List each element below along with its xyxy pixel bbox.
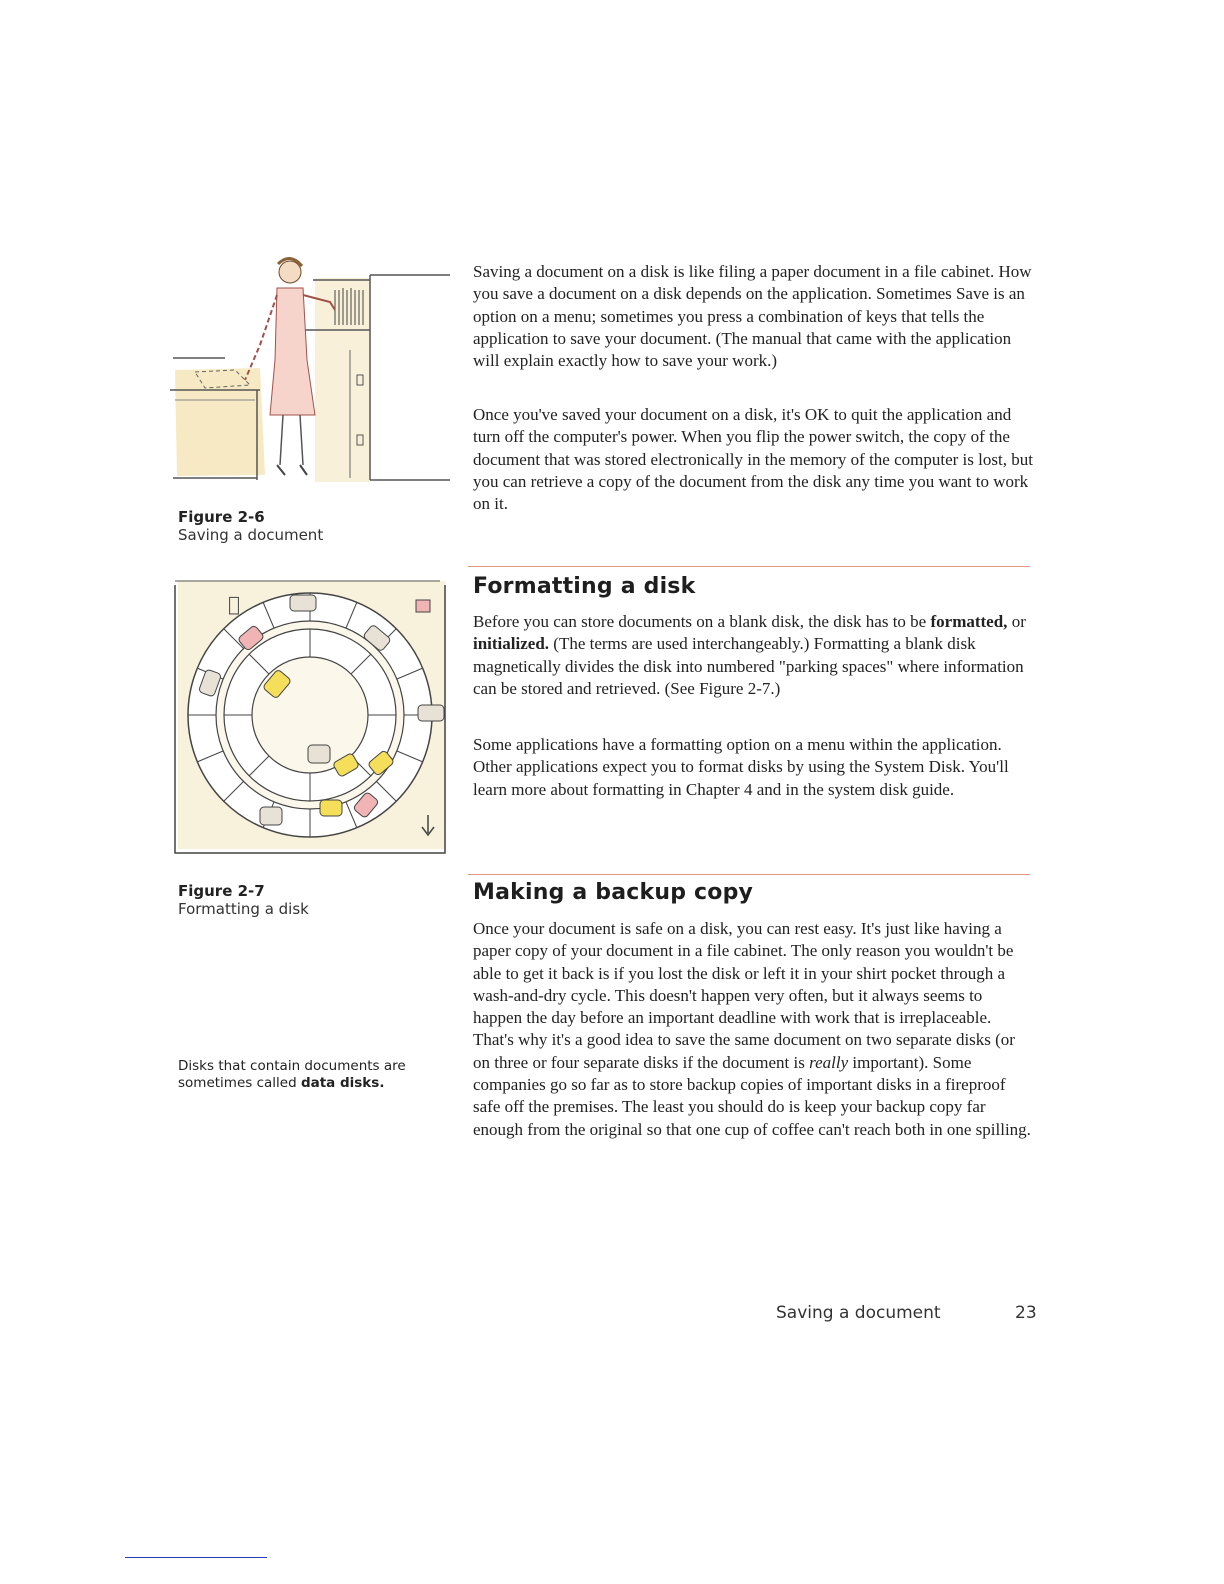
bottom-link-line xyxy=(125,1557,267,1558)
side-note: Disks that contain documents are sometimes called data disks. xyxy=(178,1058,406,1091)
page-number: 23 xyxy=(1015,1303,1037,1323)
backup-heading: Making a backup copy xyxy=(473,880,754,905)
formatting-paragraph-2: Some applications have a formatting option on a menu within the application. Other applications expect you to format disks by using the System Disk. You'll learn more about formatting in Chapter 4 and in the system disk guide. xyxy=(473,735,1009,799)
formatting-heading: Formatting a disk xyxy=(473,574,696,599)
figure-2-7-subtitle: Formatting a disk xyxy=(178,900,309,918)
formatting-paragraph-1: Before you can store documents on a blank disk, the disk has to be formatted, or initialized. (The terms are used interchangeably.) Formatting a blank disk magnetically divides the disk into numbered "parking spaces" where information can be stored and retrieved. (See Figure 2-7.) xyxy=(473,612,1026,698)
intro-paragraph-1: Saving a document on a disk is like filing a paper document in a file cabinet. How you save a document on a disk depends on the application. Sometimes Save is an option on a menu; sometimes you press a combination of keys that tells the application to save your document. (The manual that came with the application will explain exactly how to save your work.) xyxy=(473,262,1032,371)
svg-text: xyxy=(228,592,240,616)
backup-paragraph-1: Once your document is safe on a disk, you can rest easy. It's just like having a paper copy of your document in a file cabinet. The only reason you wouldn't be able to get it back is if you lost the disk or left it in your shirt pocket through a wash-and-dry cycle. This doesn't happen very often, but it always seems to happen the day before an important deadline with work that is irreplaceable. That's why it's a good idea to save the same document on two separate disks (or on three or four separate disks if the document is really important). Some companies go so far as to store backup copies of important disks in a fireproof safe off the premises. The least you should do is keep your backup copy far enough from the original so that one cup of coffee can't reach both in one spilling. xyxy=(473,919,1031,1139)
footer-section-title: Saving a document xyxy=(776,1303,941,1323)
filing-cabinet-drawing xyxy=(165,250,450,490)
term-formatted: formatted, xyxy=(930,612,1008,631)
emphasis-really: really xyxy=(809,1052,849,1072)
intro-paragraph-2: Once you've saved your document on a disk, it's OK to quit the application and turn off the computer's power. When you flip the power switch, the copy of the document that was stored electronically in the memory of the computer is lost, but you can retrieve a copy of the document from the disk any time you want to work on it. xyxy=(473,405,1033,514)
figure-2-6-title: Figure 2-6 xyxy=(178,508,265,526)
figure-2-6-illustration xyxy=(165,250,450,490)
disk-parking-drawing xyxy=(170,575,450,865)
section-rule xyxy=(468,566,1030,567)
section-rule xyxy=(468,874,1030,875)
figure-2-7-title: Figure 2-7 xyxy=(178,882,265,900)
term-initialized: initialized. xyxy=(473,634,550,654)
term-data-disks: data disks. xyxy=(300,1075,385,1091)
figure-2-7-illustration xyxy=(170,575,450,865)
figure-2-6-subtitle: Saving a document xyxy=(178,526,324,544)
